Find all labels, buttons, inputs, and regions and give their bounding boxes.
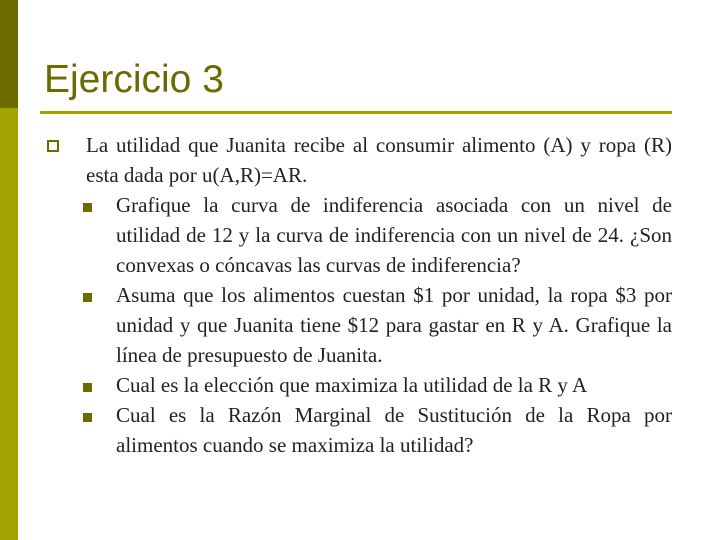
side-accent-bar-top [0, 0, 18, 108]
sub-bullet-item [47, 370, 672, 400]
main-bullet-text: La utilidad que Juanita recibe al consumir alimento (A) y ropa (R) esta dada por u(A,R)=AR. [86, 133, 672, 187]
slide-body [47, 130, 672, 460]
sub-bullet-item [47, 190, 672, 280]
sub-bullet-text: Cual es la Razón Marginal de Sustitución de la Ropa por alimentos cuando se maximiza la utilidad? [116, 403, 672, 457]
solid-square-bullet-icon [83, 293, 92, 302]
main-bullet-item [47, 130, 672, 190]
sub-bullet-text: Cual es la elección que maximiza la utilidad de la R y A [116, 373, 588, 397]
sub-bullet-item [47, 400, 672, 460]
sub-bullet-text: Asuma que los alimentos cuestan $1 por unidad, la ropa $3 por unidad y que Juanita tiene $12 para gastar en R y A. Grafique la línea de presupuesto de Juanita. [116, 283, 672, 367]
sub-bullet-text: Grafique la curva de indiferencia asociada con un nivel de utilidad de 12 y la curva de indiferencia con un nivel de 24. ¿Son convexas o cóncavas las curvas de indiferencia? [116, 193, 672, 277]
hollow-square-bullet-icon [47, 140, 59, 152]
sub-bullet-item [47, 280, 672, 370]
slide-title: Ejercicio 3 [44, 58, 224, 101]
title-divider [40, 111, 672, 114]
side-accent-bar-bottom [0, 108, 18, 540]
solid-square-bullet-icon [83, 413, 92, 422]
solid-square-bullet-icon [83, 203, 92, 212]
solid-square-bullet-icon [83, 383, 92, 392]
